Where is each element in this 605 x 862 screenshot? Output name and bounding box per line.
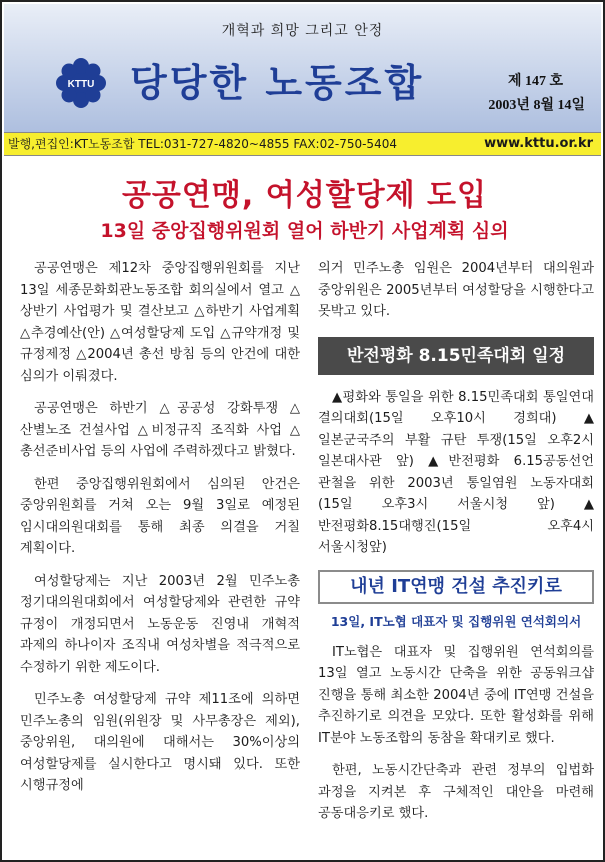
publisher-bar [4, 132, 601, 156]
event-box-text: ▲평화와 통일을 위한 8.15민족대회 통일연대 결의대회(15일 오후10시 경희대) ▲일본군국주의 부활 규탄 투쟁(15일 오후2시 일본대사관 앞) ▲반전평화 6.15공동선언 관철을 위한 2003년 통일염원 노동자대회(15일 오후3시 서울시청 앞) ▲반전평화8.15대행진(15일 오후4시 서울시청앞) [318, 389, 594, 555]
issue-number: 제 147 호 [507, 74, 563, 89]
right-column [318, 258, 594, 848]
article-subhead: 13일 중앙집행위원회 열어 하반기 사업계획 심의 [100, 220, 509, 242]
it-article-paragraph: IT노협은 대표자 및 집행위원 연석회의를 13일 열고 노동시간 단축을 위한 공동워크샵 진행을 통해 최소한 2004년 중에 IT연맹 건설을 추진하기로 의견을 모았다. 또한 활성화를 위해 IT분야 노동조합의 동참을 확대키로 했다. [318, 644, 594, 746]
masthead [4, 4, 601, 132]
issue-date: 2003년 8월 14일 [488, 98, 585, 113]
it-article-paragraph: 한편, 노동시간단축과 관련 정부의 입법화 과정을 지켜본 후 구체적인 대안을 마련해 공동대응키로 했다. [318, 763, 594, 821]
kttu-logo-icon [56, 58, 106, 108]
it-article-subhead: 13일, IT노협 대표자 및 집행위원 연석회의서 [330, 613, 582, 629]
article-paragraph: 민주노총 여성할당제 규약 제11조에 의하면 민주노총의 임원(위원장 및 사무총장은 제외), 중앙위원, 대의원에 대해서는 30%이상의 여성할당제를 실시한다고 명시돼 있다. 또한 시행규정에 [20, 692, 300, 793]
left-column [20, 258, 300, 848]
article-paragraph: 한편 중앙집행위원회에서 심의된 안건은 중앙위원회를 거쳐 오는 9월 3일로 예정된 임시대의원대회를 통해 최종 의결을 거칠 계획이다. [20, 476, 300, 556]
article-paragraph: 여성할당제는 지난 2003년 2월 민주노총 정기대의원대회에서 여성할당제와 관련한 규약 규정이 개정되면서 노동운동 진영내 개혁적 과제의 하나이자 조직내 여성차별을 적극적으로 수정하기 위한 제도이다. [20, 573, 300, 675]
newsletter-title: 당당한 노동조합 [130, 61, 425, 105]
article-paragraph: 공공연맹은 하반기 △공공성 강화투쟁 △산별노조 건설사업 △비정규직 조직화 사업 △총선준비사업 등의 사업에 주력하겠다고 밝혔다. [20, 401, 300, 459]
it-article-heading: 내년 IT연맹 건설 추진키로 [318, 570, 594, 604]
website-link[interactable]: www.kttu.or.kr [484, 136, 593, 151]
masthead-slogan: 개혁과 희망 그리고 안정 [221, 23, 384, 39]
article-paragraph: 의거 민주노총 임원은 2004년부터 대의원과 중앙위원은 2005년부터 여성할당을 시행한다고 못박고 있다. [318, 261, 594, 319]
article-headline: 공공연맹, 여성할당제 도입 [121, 178, 488, 213]
event-box-heading: 반전평화 8.15민족대회 일정 [318, 337, 594, 375]
article-paragraph: 공공연맹은 제12차 중앙집행위원회를 지난 13일 세종문화회관노동조합 회의실에서 열고 △상반기 사업평가 및 결산보고 △하반기 사업계획 △추경예산(안) △여성할당제 도입 △규약개정 및 규정제정 △2004년 총선 방침 등의 안건에 대한 심의가 이뤄졌다. [20, 261, 300, 384]
publisher-info: 발행,편집인:KT노동조합 TEL:031-727-4820~4855 FAX:02-750-5404 [8, 137, 397, 151]
logo-text: KTTU [67, 79, 95, 90]
